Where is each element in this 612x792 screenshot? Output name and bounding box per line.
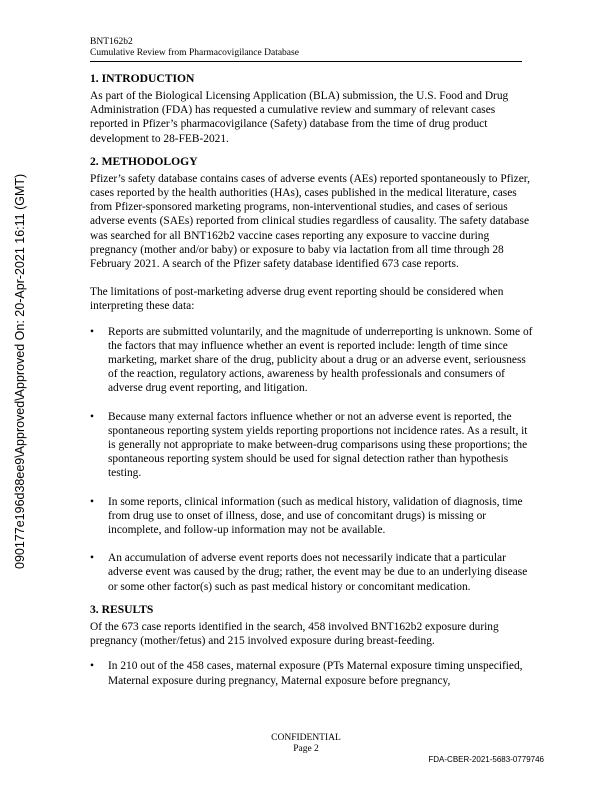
section-heading: 2. METHODOLOGY <box>90 154 198 168</box>
page-body <box>90 72 535 688</box>
methodology-section <box>90 155 535 594</box>
list-item-text: Because many external factors influence whether or not an adverse event is reported, the spontaneous reporting system yields reporting proportions not incidence rates. As a result, it is generally not appropriate to make between-drug comparisons using these proportions; the spontaneous reporting system should be used for signal detection rather than hypothesis testing. <box>108 410 528 480</box>
bullet-glyph: • <box>90 495 94 508</box>
bullet-glyph: • <box>90 552 94 565</box>
list-item <box>90 551 535 594</box>
bullet-glyph: • <box>90 410 94 423</box>
paragraph: The limitations of post-marketing adverse drug event reporting should be considered when interpreting these data: <box>90 286 504 313</box>
section-heading: 1. INTRODUCTION <box>90 72 195 85</box>
list-item <box>90 495 535 538</box>
list-item-text: An accumulation of adverse event reports does not necessarily indicate that a particular adverse event was caused by the drug; rather, the event may be due to an underlying disease or some other factor(s) such as past medical history or concomitant medication. <box>108 552 528 593</box>
section-heading: 3. RESULTS <box>90 602 154 616</box>
running-header <box>90 37 299 59</box>
list-item <box>90 659 535 687</box>
list-item-text: In some reports, clinical information (such as medical history, validation of diagnosis, time from drug use to onset of illness, dose, and use of concomitant drugs) is missing or incomplete, and follow-up information may not be available. <box>108 495 523 537</box>
header-subtitle: Cumulative Review from Pharmacovigilance Database <box>90 48 299 58</box>
limitations-list <box>90 325 535 594</box>
page-number: Page 2 <box>293 744 319 754</box>
header-divider <box>90 61 522 62</box>
page-footer <box>0 733 612 755</box>
list-item-text: Reports are submitted voluntarily, and the magnitude of underreporting is unknown. Some of the factors that may influence whether an event is reported include: length of time since marketing, market share of the drug, publicity about a drug or an adverse event, seriousness of the reaction, regulatory actions, awareness by health professionals and consumers of adverse drug event reporting, and litigation. <box>108 325 533 395</box>
bullet-glyph: • <box>90 660 94 673</box>
paragraph: Pfizer’s safety database contains cases of adverse events (AEs) reported spontaneously to Pfizer, cases reported by the health authorities (HAs), cases published in the medical literature, cases from Pfizer-sponsored marketing programs, non-interventional studies, and cases of serious adverse events (SAEs) reported from clinical studies regardless of causality. The safety database was searched for all BNT162b2 vaccine cases reporting any exposure to vaccine during pregnancy (mother and/or baby) or exposure to baby via lactation from all time through 28 February 2021. A search of the Pfizer safety database identified 673 case reports. <box>90 172 530 271</box>
approval-stamp: 090177e196d38ee9\Approved\Approved On: 20-Apr-2021 16:11 (GMT) <box>13 173 27 569</box>
list-item <box>90 325 535 396</box>
document-id: FDA-CBER-2021-5683-0779746 <box>428 755 544 764</box>
paragraph: As part of the Biological Licensing Application (BLA) submission, the U.S. Food and Drug Administration (FDA) has requested a cumulative review and summary of relevant cases reported in Pfizer’s pharmacovigilance (Safety) database from the time of drug product development to 28-FEB-2021. <box>90 90 509 145</box>
header-product: BNT162b2 <box>90 37 133 47</box>
bullet-glyph: • <box>90 325 94 338</box>
list-item <box>90 410 535 481</box>
list-item-text: In 210 out of the 458 cases, maternal exposure (PTs Maternal exposure timing unspecified, Maternal exposure during pregnancy, Maternal exposure before pregnancy, <box>108 660 523 687</box>
paragraph: Of the 673 case reports identified in the search, 458 involved BNT162b2 exposure during pregnancy (mother/fetus) and 215 involved exposure during breast-feeding. <box>90 620 499 648</box>
introduction-section <box>90 72 535 146</box>
confidential-label: CONFIDENTIAL <box>271 733 341 743</box>
results-list <box>90 659 535 687</box>
results-section <box>90 603 535 688</box>
